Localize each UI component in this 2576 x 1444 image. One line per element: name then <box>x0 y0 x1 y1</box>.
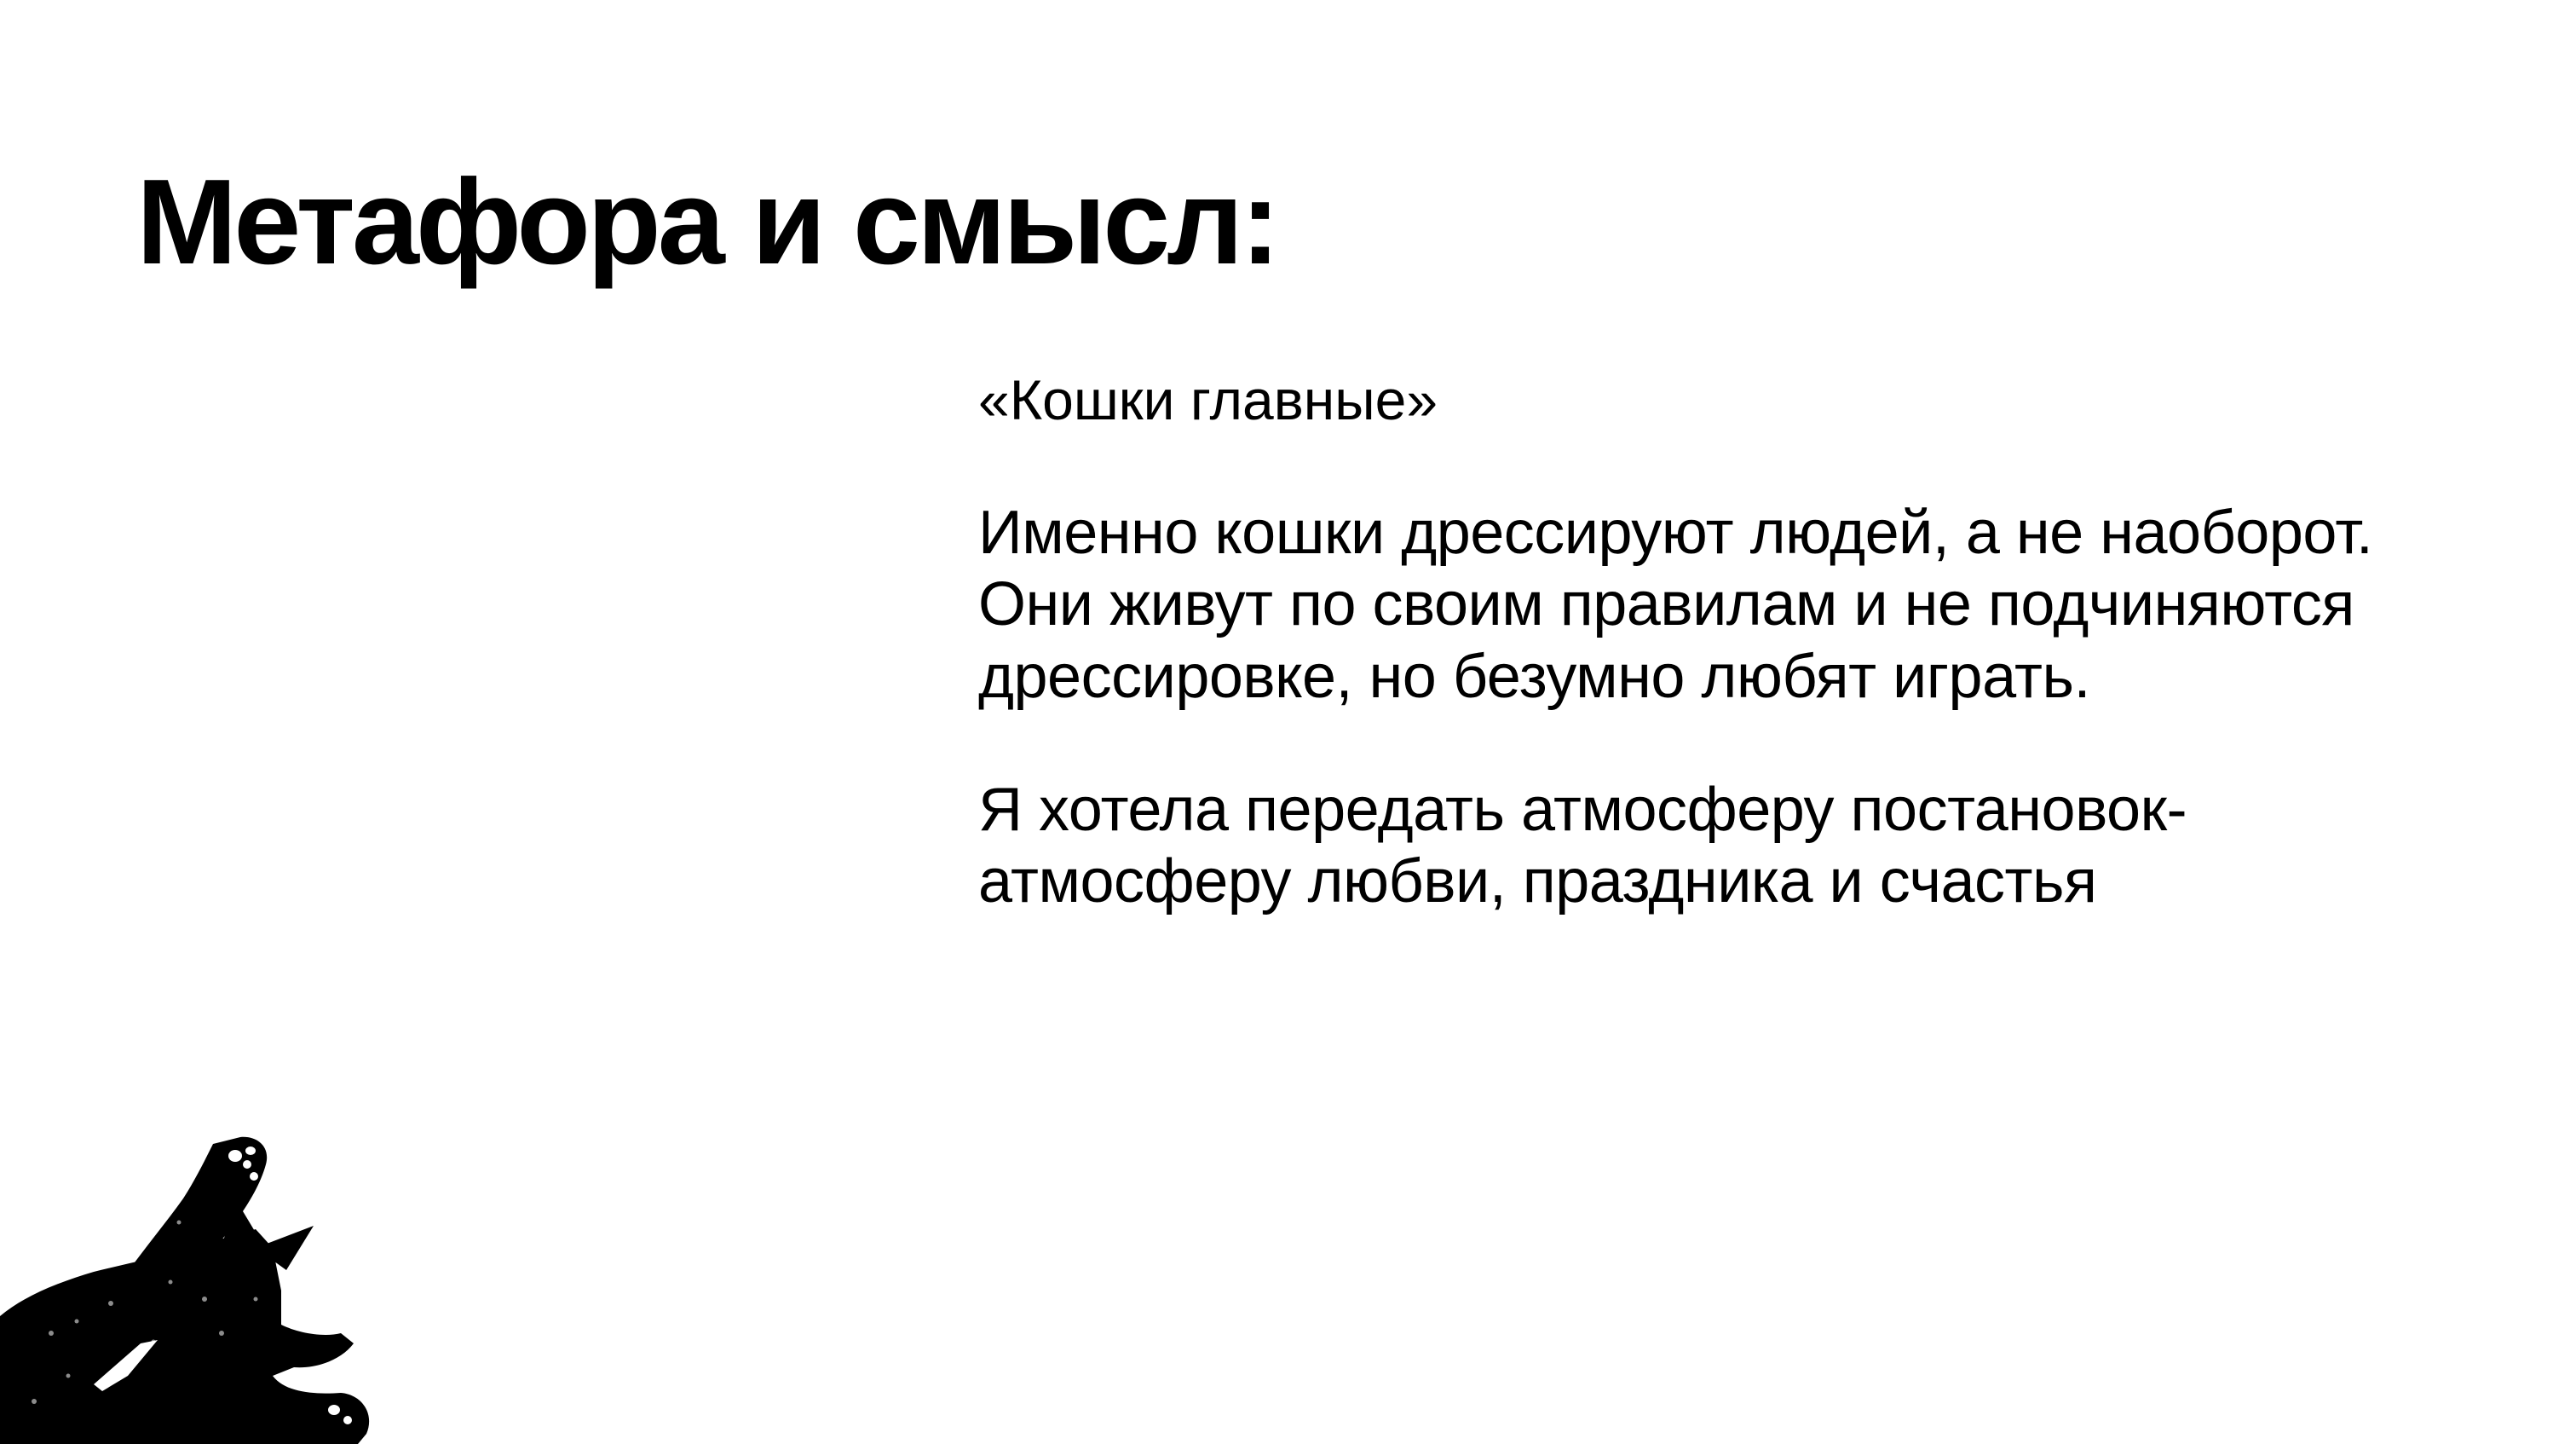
paragraph-line: Они живут по своим правилам и не подчиняются <box>978 570 2354 639</box>
paragraph-atmosphere <box>978 774 2563 917</box>
slide-title: Метафора и смысл: <box>136 154 1277 290</box>
paragraph-line: дрессировке, но безумно любят играть. <box>978 642 2091 711</box>
quote-text: «Кошки главные» <box>978 368 1438 431</box>
paragraph-training <box>978 497 2563 713</box>
cat-silhouette-icon <box>0 1120 375 1444</box>
paragraph-line: атмосферу любви, праздника и счастья <box>978 847 2097 916</box>
slide-body <box>978 367 2563 979</box>
paragraph-line: Именно кошки дрессируют людей, а не наоборот. <box>978 499 2373 568</box>
paragraph-line: Я хотела передать атмосферу постановок- <box>978 775 2187 844</box>
